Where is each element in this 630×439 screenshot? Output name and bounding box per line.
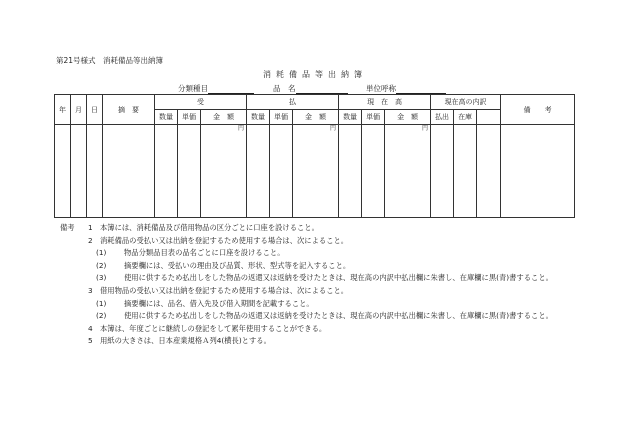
payment-price-body <box>270 133 293 218</box>
col-summary: 摘 要 <box>103 95 155 125</box>
balance-price-body <box>362 133 385 218</box>
note-item-2-2 <box>60 260 580 273</box>
note-item-3-1 <box>60 298 580 311</box>
payment-price-cell <box>270 125 293 134</box>
note-text: 摘要欄には、受払いの理由及び品質、形状、型式等を記入すること。 <box>124 260 351 270</box>
item-name-underline <box>296 85 348 94</box>
payment-yen-mark: 円 <box>293 125 339 134</box>
balance-unit-price: 単価 <box>362 110 385 125</box>
col-month: 月 <box>71 95 87 125</box>
group-balance-breakdown: 現在高の内訳 <box>431 95 501 110</box>
note-item-3-2 <box>60 310 580 323</box>
col-day: 日 <box>87 95 103 125</box>
receipt-yen-mark: 円 <box>201 125 247 134</box>
receipt-amount-body <box>201 133 247 218</box>
note-item-4 <box>60 323 580 336</box>
category-field <box>178 83 254 94</box>
receipt-unit-price: 単価 <box>178 110 201 125</box>
balance-price-cell <box>362 125 385 134</box>
unit-name-field <box>366 83 446 94</box>
col-remarks: 備 考 <box>501 95 575 125</box>
note-number: 3 <box>88 285 93 295</box>
note-number: 2 <box>88 235 93 245</box>
in-stock-body <box>454 133 477 218</box>
payment-amount-body <box>293 133 339 218</box>
note-text: 物品分類品目表の品名ごとに口座を設けること。 <box>124 248 285 258</box>
form-number-label: 第21号様式 消耗備品等出納簿 <box>56 56 164 65</box>
item-name-field <box>273 83 348 94</box>
note-text: 消耗備品の受払い又は出納を登記するため使用する場合は、次によること。 <box>100 235 349 245</box>
balance-amount: 金 額 <box>385 110 431 125</box>
breakdown-blank-cell <box>477 125 501 134</box>
year-body <box>55 133 71 218</box>
payment-qty-cell <box>247 125 270 134</box>
remarks-body <box>501 133 575 218</box>
note-item-5 <box>60 335 580 348</box>
note-number: 5 <box>88 336 93 346</box>
breakdown-blank-body <box>477 133 501 218</box>
note-text: 使用に供するため払出しをした物品の返還又は返納を受けたときは、現在高の内訳中払出欄に朱書し、在庫欄に黒(青)書すること。 <box>124 273 553 283</box>
note-number: (2) <box>96 311 107 321</box>
note-number: 1 <box>88 223 93 232</box>
group-payment: 払 <box>247 95 339 110</box>
breakdown-out: 払出 <box>431 110 454 125</box>
receipt-qty-cell <box>155 125 178 134</box>
out-cell <box>431 125 454 134</box>
receipt-price-cell <box>178 125 201 134</box>
receipt-price-body <box>178 133 201 218</box>
balance-amount-body <box>385 133 431 218</box>
item-name-label: 品 名 <box>273 84 296 93</box>
notes-heading: 備考 <box>60 223 75 232</box>
year-cell <box>55 125 71 134</box>
balance-qty-cell <box>339 125 362 134</box>
day-cell <box>87 125 103 134</box>
note-text: 借用物品の受払い又は出納を登記するため使用する場合は、次によること。 <box>100 285 349 295</box>
note-text: 本簿には、消耗備品及び借用物品の区分ごとに口座を設けること。 <box>100 223 319 232</box>
note-number: (2) <box>96 260 107 270</box>
note-text: 摘要欄には、品名、借入先及び借入期間を記載すること。 <box>124 298 314 308</box>
summary-body <box>103 133 155 218</box>
in-stock-cell <box>454 125 477 134</box>
note-number: (3) <box>96 273 107 283</box>
month-body <box>71 133 87 218</box>
note-item-2-1 <box>60 247 580 260</box>
note-text: 本簿は、年度ごとに継続しの登記をして累年使用することができる。 <box>100 323 327 333</box>
summary-cell <box>103 125 155 134</box>
group-receipt: 受 <box>155 95 247 110</box>
receipt-qty: 数量 <box>155 110 178 125</box>
note-number: (1) <box>96 248 107 258</box>
breakdown-in-stock: 在庫 <box>454 110 477 125</box>
notes-section <box>60 222 580 348</box>
payment-qty-body <box>247 133 270 218</box>
col-year: 年 <box>55 95 71 125</box>
ledger-table <box>54 94 575 218</box>
body-row <box>55 133 575 218</box>
payment-amount: 金 額 <box>293 110 339 125</box>
note-number: (1) <box>96 298 107 308</box>
payment-unit-price: 単価 <box>270 110 293 125</box>
note-item-1 <box>60 222 580 235</box>
yen-row <box>55 125 575 134</box>
balance-qty-body <box>339 133 362 218</box>
note-item-3 <box>60 285 580 298</box>
note-text: 使用に供するため払出しをした物品の返還又は返納を受けたときは、現在高の内訳中払出欄に朱書し、在庫欄に黒(青)書すること。 <box>124 311 553 321</box>
category-label: 分類種目 <box>178 84 208 93</box>
unit-name-label: 単位呼称 <box>366 84 396 93</box>
payment-qty: 数量 <box>247 110 270 125</box>
category-underline <box>208 85 254 94</box>
remarks-cell <box>501 125 575 134</box>
month-cell <box>71 125 87 134</box>
note-text: 用紙の大きさは、日本産業規格Ａ列4(横長)とする。 <box>100 336 271 346</box>
unit-name-underline <box>396 85 446 94</box>
header-row-1 <box>55 95 575 110</box>
note-item-2-3 <box>60 272 580 285</box>
breakdown-blank <box>477 110 501 125</box>
note-number: 4 <box>88 323 93 333</box>
balance-qty: 数量 <box>339 110 362 125</box>
group-balance: 現 在 高 <box>339 95 431 110</box>
note-item-2 <box>60 235 580 248</box>
day-body <box>87 133 103 218</box>
out-body <box>431 133 454 218</box>
receipt-amount: 金 額 <box>201 110 247 125</box>
receipt-qty-body <box>155 133 178 218</box>
balance-yen-mark: 円 <box>385 125 431 134</box>
form-title: 消耗備品等出納簿 <box>263 70 367 79</box>
